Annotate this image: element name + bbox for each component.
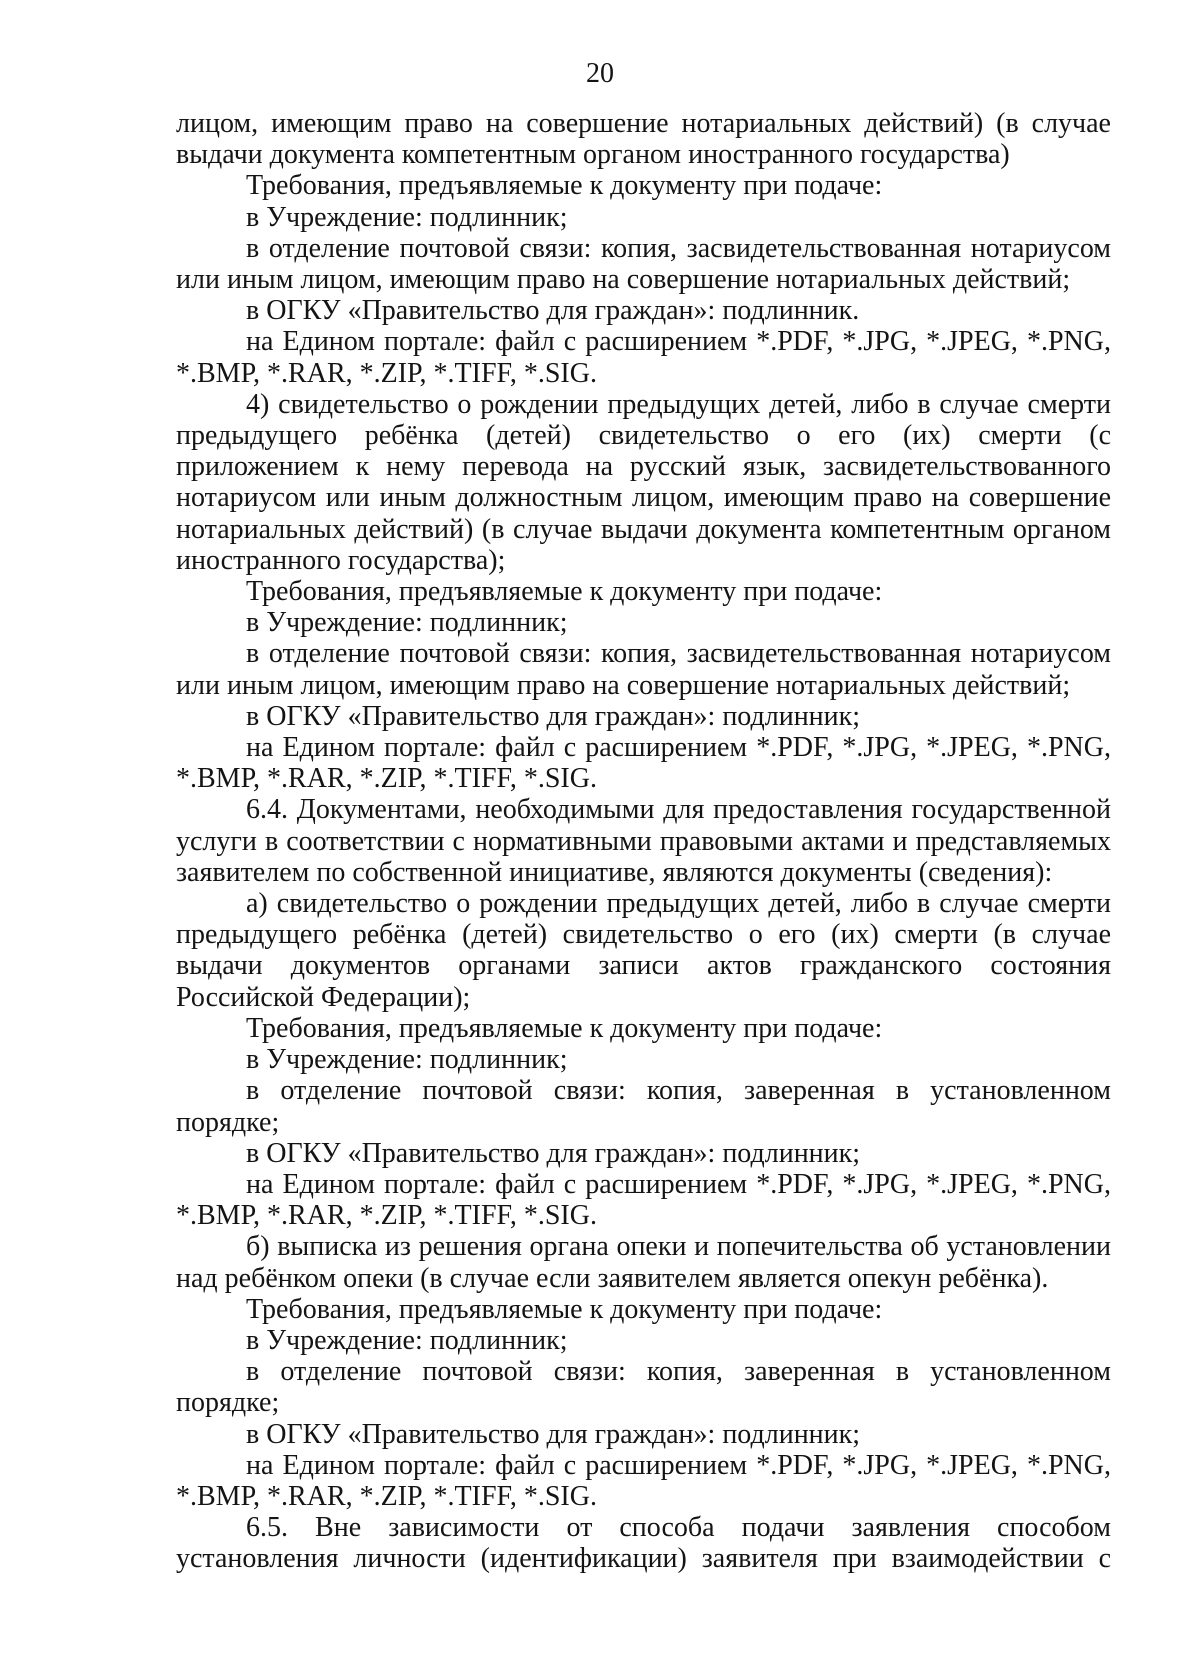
paragraph: в Учреждение: подлинник; [246,1044,568,1076]
document-body [176,108,1111,1575]
paragraph: в ОГКУ «Правительство для граждан»: подлинник; [246,1418,861,1450]
paragraph: 6.5. Вне зависимости от способа подачи заявления способом установления личности (идентификации) заявителя при взаимодействии с [176,1512,1111,1575]
paragraph: в Учреждение: подлинник; [246,607,568,639]
paragraph: на Едином портале: файл с расширением *.PDF, *.JPG, *.JPEG, *.PNG, *.BMP, *.RAR, *.ZIP, *.TIFF, *.SIG. [176,326,1111,389]
paragraph: б) выписка из решения органа опеки и попечительства об установлении над ребёнком опеки (в случае если заявителем является опекун ребёнка). [176,1231,1111,1294]
paragraph: а) свидетельство о рождении предыдущих детей, либо в случае смерти предыдущего ребёнка (детей) свидетельство о его (их) смерти (в случае выдачи документов органами записи актов гражданского состояния Российской Федерации); [176,888,1111,1013]
paragraph: лицом, имеющим право на совершение нотариальных действий) (в случае выдачи документа компетентным органом иностранного государства) [176,108,1111,171]
paragraph: на Едином портале: файл с расширением *.PDF, *.JPG, *.JPEG, *.PNG, *.BMP, *.RAR, *.ZIP, *.TIFF, *.SIG. [176,732,1111,795]
paragraph: в отделение почтовой связи: копия, заверенная в установленном порядке; [176,1356,1111,1419]
paragraph: в отделение почтовой связи: копия, засвидетельствованная нотариусом или иным лицом, имеющим право на совершение нотариальных действий; [176,232,1111,296]
paragraph: в Учреждение: подлинник; [246,201,568,233]
paragraph: 6.4. Документами, необходимыми для предоставления государственной услуги в соответствии с нормативными правовыми актами и представляемых заявителем по собственной инициативе, являются документы (сведения): [176,794,1111,888]
paragraph: в ОГКУ «Правительство для граждан»: подлинник; [246,1137,861,1169]
paragraph: в отделение почтовой связи: копия, засвидетельствованная нотариусом или иным лицом, имеющим право на совершение нотариальных действий; [176,638,1111,701]
page-number: 20 [586,58,614,89]
paragraph: Требования, предъявляемые к документу при подаче: [246,576,883,608]
paragraph: Требования, предъявляемые к документу при подаче: [246,1012,883,1044]
paragraph: в ОГКУ «Правительство для граждан»: подлинник; [246,700,861,732]
paragraph: в Учреждение: подлинник; [246,1324,568,1356]
paragraph: Требования, предъявляемые к документу при подаче: [246,1293,883,1325]
paragraph: на Едином портале: файл с расширением *.PDF, *.JPG, *.JPEG, *.PNG, *.BMP, *.RAR, *.ZIP, *.TIFF, *.SIG. [176,1168,1111,1232]
paragraph: на Едином портале: файл с расширением *.PDF, *.JPG, *.JPEG, *.PNG, *.BMP, *.RAR, *.ZIP, *.TIFF, *.SIG. [176,1449,1111,1512]
paragraph: в отделение почтовой связи: копия, заверенная в установленном порядке; [176,1075,1111,1138]
paragraph: Требования, предъявляемые к документу при подаче: [246,170,883,202]
paragraph: в ОГКУ «Правительство для граждан»: подлинник. [246,295,860,327]
paragraph: 4) свидетельство о рождении предыдущих детей, либо в случае смерти предыдущего ребёнка (детей) свидетельство о его (их) смерти (с приложением к нему перевода на русский язык, засвидетельствованного нотариусом или иным должностным лицом, имеющим право на совершение нотариальных действий) (в случае выдачи документа компетентным органом иностранного государства); [176,388,1111,576]
